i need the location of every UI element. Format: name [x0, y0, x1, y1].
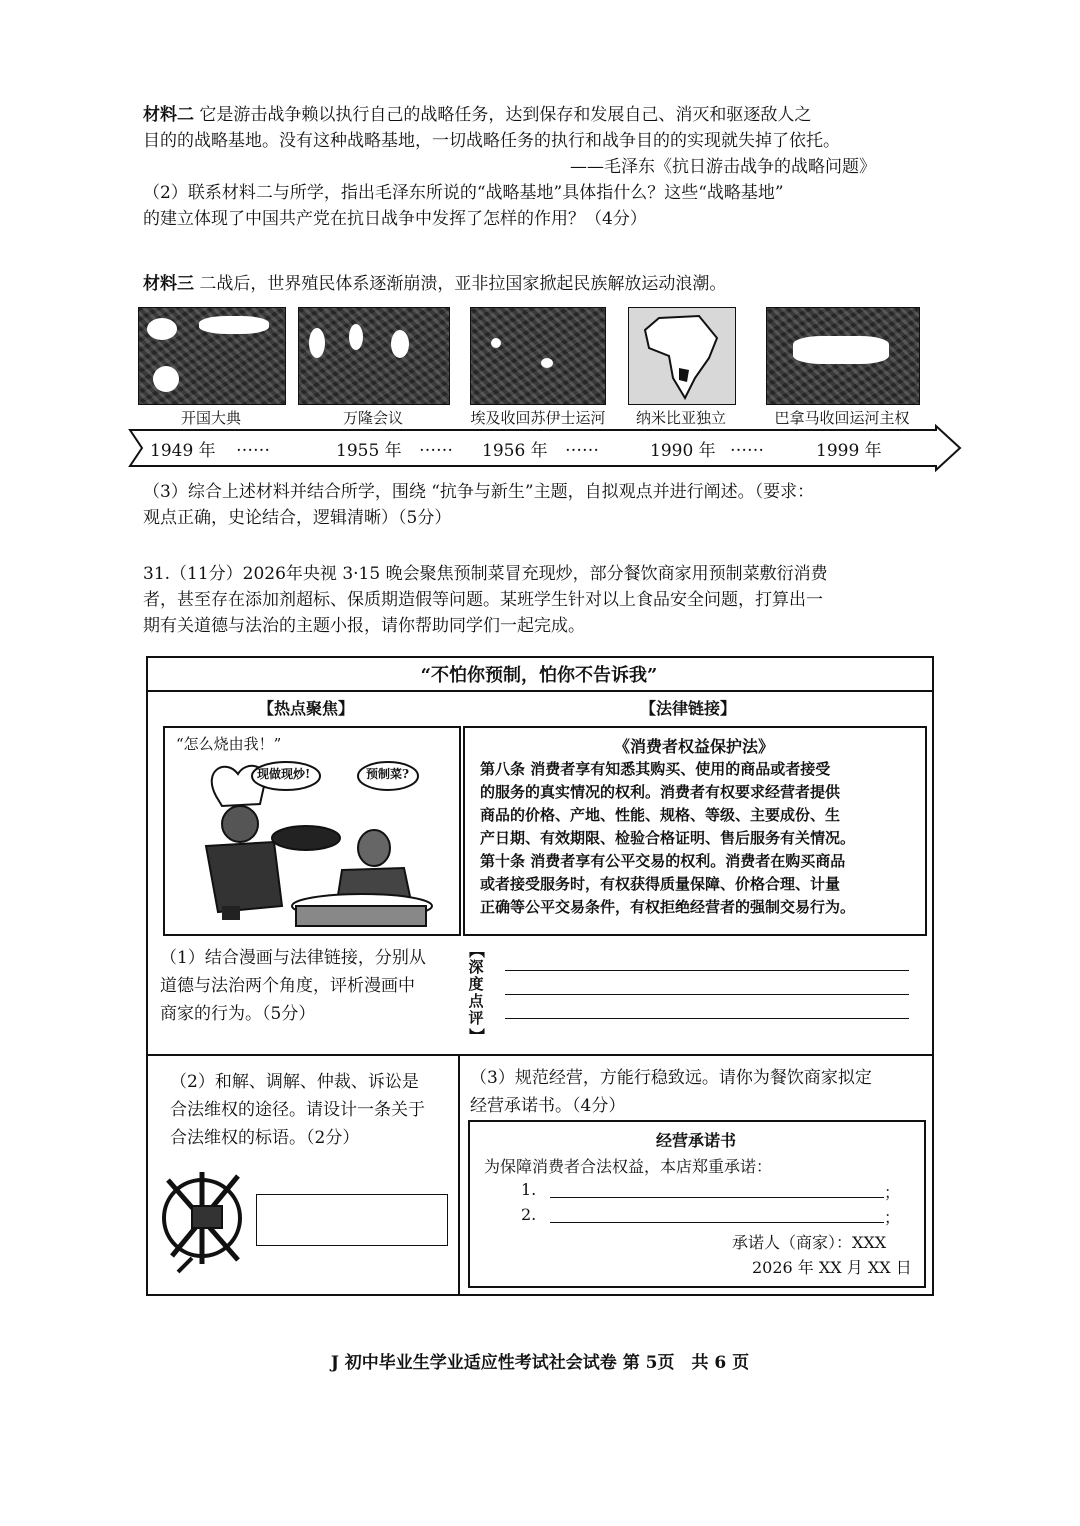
pledge-date: 2026 年 XX 月 XX 日	[752, 1258, 912, 1277]
pledge-title: 经营承诺书	[655, 1131, 736, 1150]
material2-lead: 材料二	[143, 105, 194, 125]
year-1955: 1955 年	[336, 441, 402, 461]
pledge-semicolon-1: ；	[884, 1183, 901, 1202]
pledge-intro: 为保障消费者合法权益，本店郑重承诺：	[484, 1157, 773, 1176]
slogan-answer-box[interactable]	[256, 1194, 448, 1246]
material2-line2: 目的的战略基地。没有这种战略基地，一切战略任务的执行和战争目的的实现就失掉了依托。	[143, 131, 840, 151]
sub-q2-line2: 合法维权的途径。请设计一条关于	[170, 1100, 425, 1120]
q3-line2: 观点正确，史论结合，逻辑清晰）（5分）	[143, 508, 452, 528]
law-line-7: 正确等公平交易条件，有权拒绝经营者的强制交易行为。	[480, 898, 856, 916]
newspaper-title: “不怕你预制，怕你不告诉我”	[420, 665, 658, 686]
year-1949: 1949 年	[150, 441, 216, 461]
law-link-heading: 【法律链接】	[640, 699, 737, 718]
sub-q2-line1: （2）和解、调解、仲裁、诉讼是	[170, 1072, 419, 1092]
deep-review-char-2: 度	[468, 975, 484, 993]
pledge-blank-2[interactable]	[550, 1222, 884, 1223]
bandung-conference-photo	[298, 307, 450, 405]
page-footer: J 初中毕业生学业适应性考试社会试卷 第 5页 共 6 页	[330, 1353, 750, 1373]
pledge-blank-1[interactable]	[550, 1197, 884, 1198]
chef-speech: 现做现炒!	[257, 767, 311, 781]
answer-line-3[interactable]	[505, 1018, 909, 1019]
cartoon-drawing	[166, 756, 456, 930]
deep-review-char-3: 点	[468, 992, 484, 1010]
sub-q1-line2: 道德与法治两个角度，评析漫画中	[160, 976, 415, 996]
deep-review-char-1: 深	[468, 958, 484, 976]
timeline-dots-1: ……	[236, 436, 270, 456]
q2-line2: 的建立体现了中国共产党在抗日战争中发挥了怎样的作用？（4分）	[143, 209, 647, 229]
pledge-semicolon-2: ；	[884, 1208, 901, 1227]
law-line-4: 产日期、有效期限、检验合格证明、售后服务有关情况。	[480, 829, 856, 847]
pledge-item-2: 2.	[521, 1205, 537, 1224]
pledge-signer: 承诺人（商家）：XXX	[732, 1233, 887, 1252]
sub-q2-line3: 合法维权的标语。（2分）	[170, 1128, 360, 1148]
timeline-dots-4: ……	[730, 436, 764, 456]
year-1990: 1990 年	[650, 441, 716, 461]
q3-line1: （3）综合上述材料并结合所学，围绕 “抗争与新生”主题，自拟观点并进行阐述。（要求：	[143, 482, 815, 502]
sub-q3-line1: （3）规范经营，方能行稳致远。请你为餐饮商家拟定	[470, 1068, 872, 1088]
material2-text1: 它是游击战争赖以执行自己的战略任务，达到保存和发展自己、消灭和驱逐敌人之	[199, 105, 812, 125]
year-1956: 1956 年	[482, 441, 548, 461]
timeline-dots-2: ……	[419, 436, 453, 456]
q31-line2: 者，甚至存在添加剂超标、保质期造假等问题。某班学生针对以上食品安全问题，打算出一	[143, 590, 823, 610]
year-1999: 1999 年	[816, 441, 882, 461]
deep-review-close: 】	[467, 1027, 486, 1043]
law-line-1: 第八条 消费者享有知悉其购买、使用的商品或者接受	[480, 760, 831, 778]
q31-line3: 期有关道德与法治的主题小报，请你帮助同学们一起完成。	[143, 616, 585, 636]
africa-map-photo	[628, 307, 736, 405]
material3-lead: 材料三	[143, 274, 194, 294]
cartoon-caption: “怎么烧由我！”	[176, 735, 282, 753]
pledge-item-1: 1.	[521, 1180, 537, 1199]
material2-source: ——毛泽东《抗日游击战争的战略问题》	[570, 157, 876, 177]
caption-namibia: 纳米比亚独立	[635, 409, 726, 427]
material3-line	[143, 272, 726, 296]
answer-line-2[interactable]	[505, 994, 909, 995]
answer-line-1[interactable]	[505, 970, 909, 971]
q31-line1: 31.（11分）2026年央视 3·15 晚会聚焦预制菜冒充现炒，部分餐饮商家用预制菜敷衍消费	[143, 564, 828, 584]
material2-line1	[143, 103, 811, 127]
law-line-5: 第十条 消费者享有公平交易的权利。消费者在购买商品	[480, 852, 846, 870]
sub-q1-line1: （1）结合漫画与法律链接，分别从	[160, 948, 426, 968]
suez-canal-photo	[470, 307, 606, 405]
law-line-3: 商品的价格、产地、性能、规格、等级、主要成份、生	[480, 806, 841, 824]
africa-map-icon	[629, 308, 735, 404]
law-line-2: 的服务的真实情况的权利。消费者有权要求经营者提供	[480, 783, 841, 801]
caption-panama: 巴拿马收回运河主权	[774, 409, 910, 427]
hot-focus-heading: 【热点聚焦】	[258, 699, 355, 718]
caption-founding: 开国大典	[180, 409, 241, 427]
law-title: 《消费者权益保护法》	[613, 737, 774, 756]
sub-q1-line3: 商家的行为。（5分）	[160, 1004, 316, 1024]
deep-review-open: 【	[467, 942, 486, 958]
caption-bandung: 万隆会议	[342, 409, 403, 427]
diner-speech: 预制菜?	[366, 767, 410, 781]
timeline-dots-3: ……	[565, 436, 599, 456]
q2-line1: （2）联系材料二与所学，指出毛泽东所说的“战略基地”具体指什么？这些“战略基地”	[143, 183, 784, 203]
deep-review-label	[466, 942, 486, 1044]
founding-ceremony-photo	[138, 307, 286, 405]
panama-canal-photo	[766, 307, 920, 405]
material3-text: 二战后，世界殖民体系逐渐崩溃，亚非拉国家掀起民族解放运动浪潮。	[199, 274, 727, 294]
deep-review-char-4: 评	[468, 1009, 484, 1027]
rights-logo-icon	[158, 1160, 254, 1278]
law-line-6: 或者接受服务时，有权获得质量保障、价格合理、计量	[480, 875, 841, 893]
sub-q3-line2: 经营承诺书。（4分）	[470, 1096, 626, 1116]
caption-suez: 埃及收回苏伊士运河	[470, 409, 606, 427]
